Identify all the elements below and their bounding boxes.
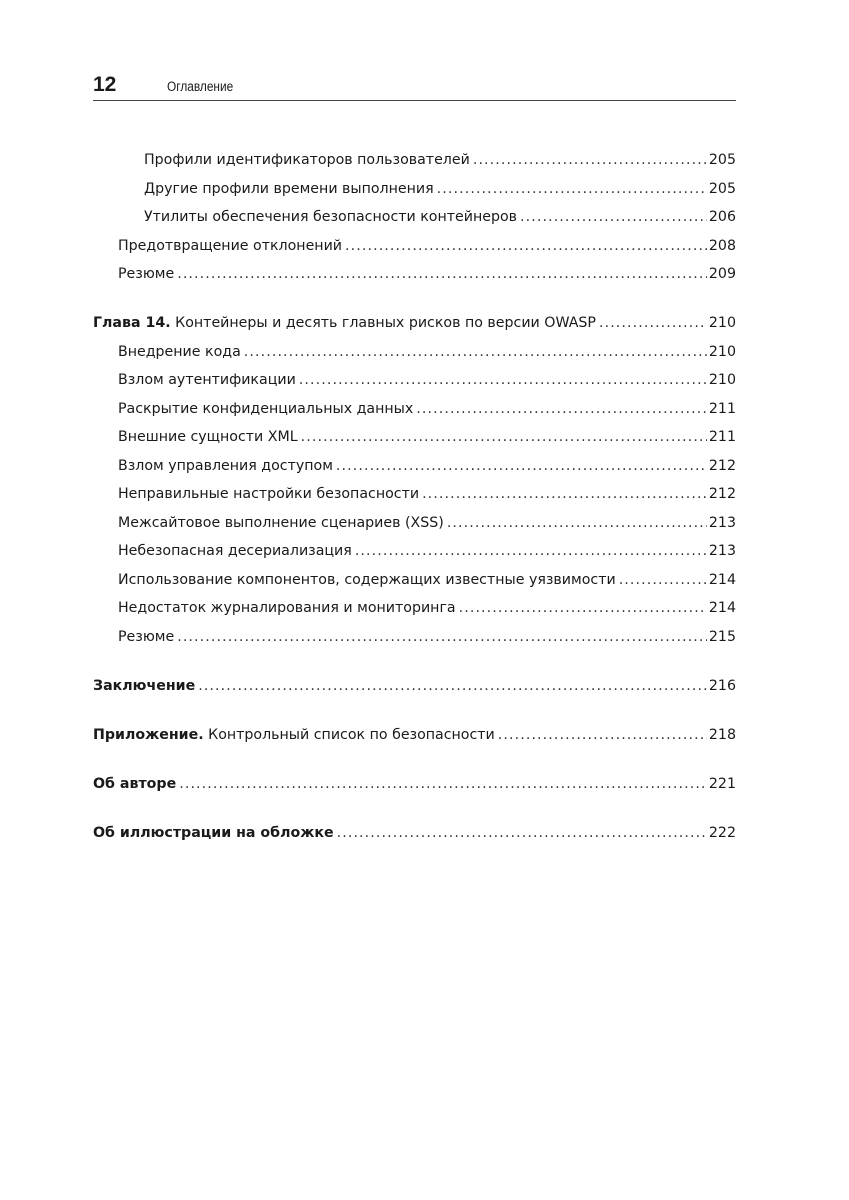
toc-entry-page: 218	[708, 726, 736, 743]
page-number: 12	[93, 73, 117, 96]
toc-entry-page: 214	[708, 571, 736, 588]
dot-leader	[447, 509, 707, 538]
toc-entry-title: Другие профили времени выполнения	[144, 180, 434, 197]
toc-entry-title: Предотвращение отклонений	[118, 237, 343, 254]
dot-leader	[619, 566, 707, 595]
toc-entry-page: 212	[708, 457, 736, 474]
toc-entry[interactable]	[93, 423, 736, 452]
toc-entry[interactable]	[93, 566, 736, 595]
appendix-label: Приложение.	[93, 726, 204, 743]
toc-entry-page: 205	[708, 180, 736, 197]
toc-entry-page: 210	[708, 315, 736, 331]
toc-entry-title: Утилиты обеспечения безопасности контейнеров	[144, 209, 518, 225]
book-page	[93, 70, 736, 841]
toc-entry[interactable]	[93, 594, 736, 623]
toc-entry[interactable]	[93, 395, 736, 424]
toc-entry[interactable]	[93, 175, 736, 204]
toc-entry-title: Межсайтовое выполнение сценариев (XSS)	[118, 514, 444, 531]
dot-leader	[345, 232, 707, 261]
chapter-title: Контейнеры и десять главных рисков по версии OWASP	[175, 315, 596, 331]
table-of-contents	[93, 146, 736, 847]
toc-entry-page: 216	[708, 677, 736, 694]
toc-entry-title	[93, 672, 195, 701]
toc-entry-title	[93, 309, 596, 338]
toc-entry-title: Неправильные настройки безопасности	[118, 486, 420, 502]
toc-entry-title: Раскрытие конфиденциальных данных	[118, 400, 414, 417]
dot-leader	[498, 721, 707, 750]
toc-entry-title: Недостаток журналирования и мониторинга	[118, 600, 456, 616]
toc-entry-page: 221	[708, 775, 736, 792]
toc-entry-page: 208	[708, 237, 736, 254]
toc-entry-title: Резюме	[118, 628, 175, 645]
toc-entry-title: Резюме	[118, 266, 175, 282]
toc-entry-title: Внешние сущности XML	[118, 429, 298, 445]
toc-entry-title: Взлом аутентификации	[118, 372, 296, 388]
dot-leader	[301, 423, 707, 452]
toc-entry-title: Использование компонентов, содержащих известные уязвимости	[118, 571, 616, 588]
dot-leader	[179, 770, 707, 799]
toc-entry-page: 222	[708, 824, 736, 841]
toc-entry[interactable]	[93, 452, 736, 481]
toc-entry-page: 213	[708, 514, 736, 531]
dot-leader	[599, 309, 707, 338]
toc-entry-title: Профили идентификаторов пользователей	[144, 152, 470, 168]
toc-entry[interactable]	[93, 509, 736, 538]
chapter-label: Глава 14.	[93, 315, 171, 331]
running-head	[93, 70, 736, 101]
dot-leader	[422, 480, 707, 509]
toc-entry[interactable]	[93, 537, 736, 566]
toc-entry-title: Внедрение кода	[118, 343, 241, 360]
toc-entry[interactable]	[93, 260, 736, 289]
toc-entry[interactable]	[93, 146, 736, 175]
toc-chapter-entry[interactable]	[93, 309, 736, 338]
toc-entry[interactable]	[93, 366, 736, 395]
dot-leader	[459, 594, 707, 623]
running-title: Оглавление	[167, 79, 234, 94]
toc-entry[interactable]	[93, 232, 736, 261]
dot-leader	[473, 146, 707, 175]
toc-entry-title	[93, 819, 334, 848]
toc-entry-title	[93, 770, 176, 799]
toc-entry-page: 205	[708, 152, 736, 168]
dot-leader	[416, 395, 707, 424]
toc-section-entry[interactable]	[93, 672, 736, 701]
toc-entry-title: Взлом управления доступом	[118, 457, 333, 474]
dot-leader	[177, 623, 707, 652]
section-title: Заключение	[93, 677, 196, 694]
dot-leader	[177, 260, 707, 289]
toc-entry[interactable]	[93, 338, 736, 367]
dot-leader	[336, 452, 707, 481]
toc-entry-page: 214	[708, 600, 736, 616]
dot-leader	[437, 175, 707, 204]
dot-leader	[520, 203, 707, 232]
dot-leader	[299, 366, 707, 395]
dot-leader	[244, 338, 707, 367]
toc-entry-title: Небезопасная десериализация	[118, 543, 352, 559]
appendix-title: Контрольный список по безопасности	[208, 726, 495, 743]
toc-entry[interactable]	[93, 623, 736, 652]
toc-entry-page: 211	[708, 429, 736, 445]
toc-entry[interactable]	[93, 480, 736, 509]
toc-section-entry[interactable]	[93, 770, 736, 799]
toc-entry-title	[93, 721, 495, 750]
section-title: Об авторе	[93, 775, 177, 792]
toc-entry-page: 212	[708, 486, 736, 502]
toc-entry-page: 211	[708, 400, 736, 417]
toc-section-entry[interactable]	[93, 721, 736, 750]
dot-leader	[198, 672, 707, 701]
toc-entry-page: 210	[708, 372, 736, 388]
toc-entry-page: 213	[708, 543, 736, 559]
toc-section-entry[interactable]	[93, 819, 736, 848]
section-title: Об иллюстрации на обложке	[93, 824, 334, 841]
toc-entry-page: 209	[708, 266, 736, 282]
toc-entry-page: 210	[708, 343, 736, 360]
toc-entry-page: 215	[708, 628, 736, 645]
dot-leader	[355, 537, 707, 566]
toc-entry[interactable]	[93, 203, 736, 232]
toc-entry-page: 206	[708, 209, 736, 225]
dot-leader	[337, 819, 707, 848]
